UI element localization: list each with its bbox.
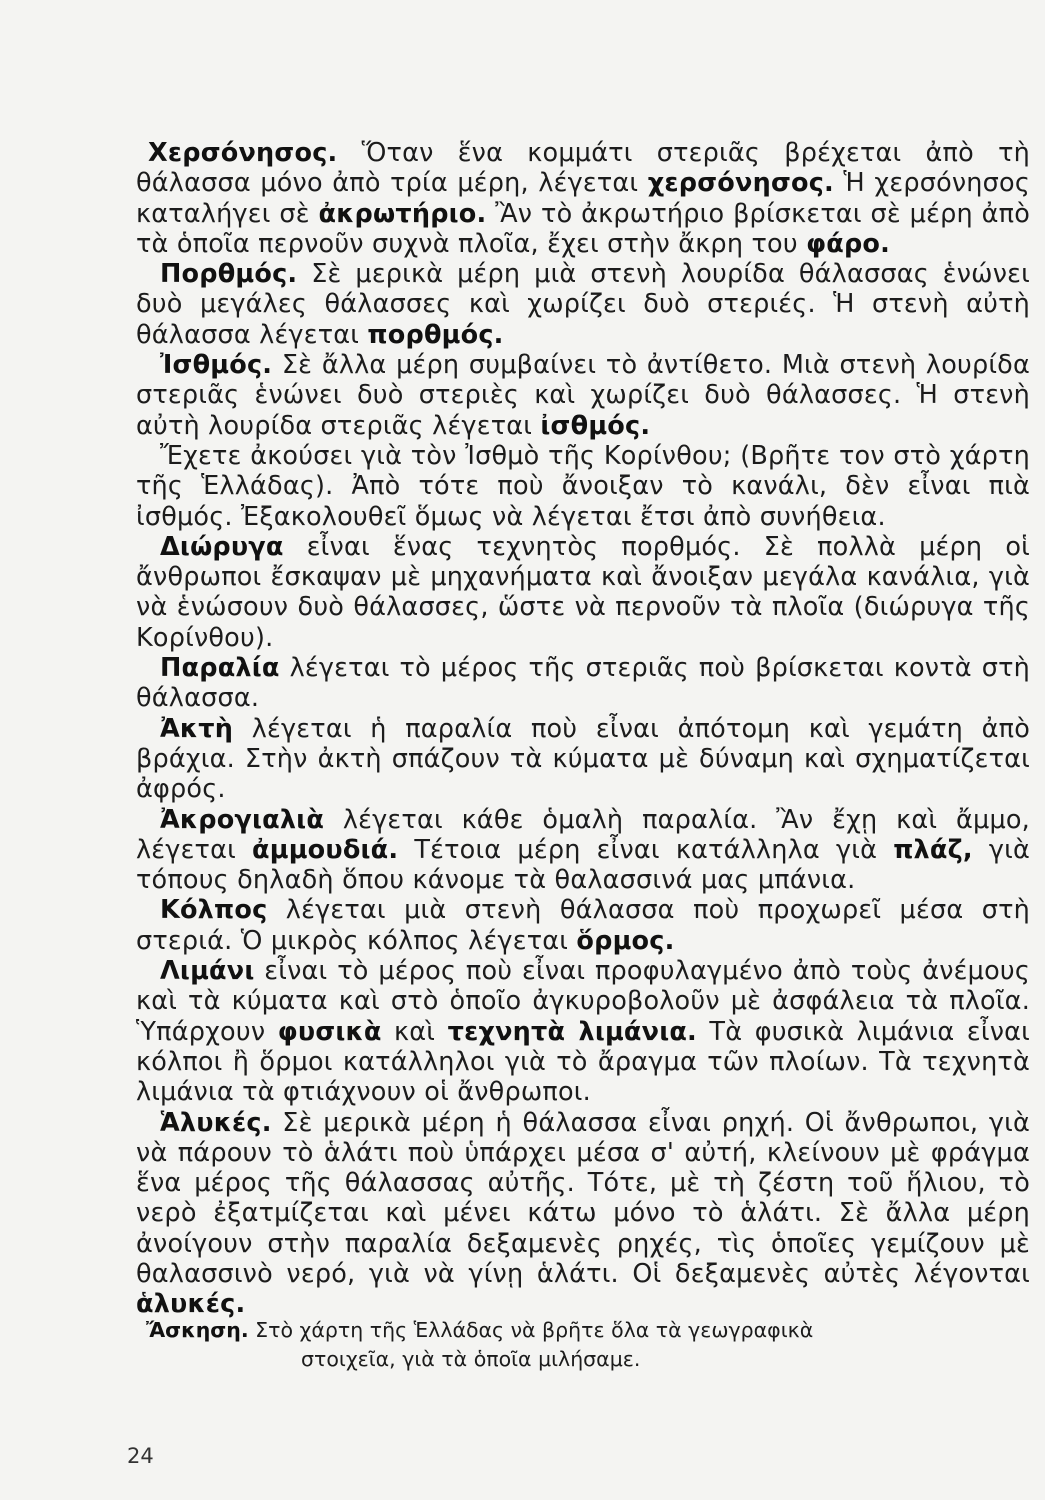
paragraph — [136, 956, 1030, 1107]
exercise — [146, 1316, 1026, 1374]
bold-term: πορθμός. — [367, 319, 504, 350]
bold-term: ἁλυκές. — [136, 1289, 246, 1320]
paragraph-term: Ἀκρογιαλιὰ — [160, 804, 325, 835]
paragraph — [136, 259, 1030, 350]
text-segment: Ὅταν ἕνα κομμάτι στεριᾶς βρέχεται ἀπὸ τὴ θάλασσα μόνο ἀπὸ τρία μέρη, λέγεται — [136, 138, 1030, 199]
paragraph — [136, 805, 1030, 896]
paragraph-term: Πορθμός. — [160, 259, 298, 290]
paragraph-term: Λιμάνι — [160, 956, 255, 987]
text-segment: Ἔχετε ἀκούσει γιὰ τὸν Ἰσθμὸ τῆς Κορίνθου; (Βρῆτε τον στὸ χάρτη τῆς Ἑλλάδας). Ἀπὸ τότε ποὺ ἄνοιξαν τὸ κανάλι, δὲν εἶναι πιὰ ἰσθμός. Ἐξακολουθεῖ ὅμως νὰ λέγεται ἔτσι ἀπὸ συνήθεια. — [136, 440, 1030, 532]
paragraph-term: Ἰσθμός. — [160, 350, 273, 381]
paragraph — [136, 895, 1030, 956]
body-text — [136, 138, 1030, 1320]
bold-term: ὅρμος. — [576, 925, 675, 956]
text-segment: Σὲ ἄλλα μέρη συμβαίνει τὸ ἀντίθετο. Μιὰ στενὴ λουρίδα στεριᾶς ἑνώνει δυὸ στεριὲς καὶ χωρίζει δυὸ θάλασσες. Ἡ στενὴ αὐτὴ λουρίδα στεριᾶς λέγεται — [136, 350, 1030, 441]
text-segment: λέγεται τὸ μέρος τῆς στεριᾶς ποὺ βρίσκεται κοντὰ στὴ θάλασσα. — [136, 653, 1030, 714]
bold-term: ἀκρωτήριο. — [318, 198, 487, 229]
paragraph — [136, 441, 1030, 532]
bold-term: τεχνητὰ λιμάνια. — [447, 1016, 697, 1047]
exercise-label: Ἄσκηση. — [146, 1318, 249, 1342]
text-segment: εἶναι ἕνας τεχνητὸς πορθμός. Σὲ πολλὰ μέρη οἱ ἄνθρωποι ἔσκαψαν μὲ μηχανήματα καὶ ἄνοιξαν μεγάλα κανάλια, γιὰ νὰ ἑνώσουν δυὸ θάλασσες, ὥστε νὰ περνοῦν τὰ πλοῖα (διώρυγα τῆς Κορίνθου). — [136, 531, 1030, 653]
bold-term: φυσικὰ — [277, 1016, 382, 1047]
paragraph — [136, 350, 1030, 441]
paragraph-term: Παραλία — [160, 653, 280, 684]
text-segment: λέγεται κάθε ὁμαλὴ παραλία. Ἂν ἔχῃ καὶ ἄμμο, λέγεται — [136, 804, 1030, 865]
paragraph-term: Διώρυγα — [160, 531, 284, 562]
bold-term: πλάζ, — [893, 834, 973, 865]
text-segment: Σὲ μερικὰ μέρη ἡ θάλασσα εἶναι ρηχή. Οἱ ἄνθρωποι, γιὰ νὰ πάρουν τὸ ἁλάτι ποὺ ὑπάρχει μέσα σ' αὐτή, κλείνουν μὲ φράγμα ἕνα μέρος τῆς θάλασσας αὐτῆς. Τότε, μὲ τὴ ζέστη τοῦ ἥλιου, τὸ νερὸ ἐξατμίζεται καὶ μένει κάτω μόνο τὸ ἁλάτι. Σὲ ἄλλα μέρη ἀνοίγουν στὴν παραλία δεξαμενὲς ρηχές, τὶς ὁποῖες γεμίζουν μὲ θαλασσινὸ νερό, γιὰ νὰ γίνῃ ἁλάτι. Οἱ δεξαμενὲς αὐτὲς λέγονται — [136, 1107, 1030, 1289]
text-segment: Σὲ μερικὰ μέρη μιὰ στενὴ λουρίδα θάλασσας ἑνώνει δυὸ μεγάλες θάλασσες καὶ χωρίζει δυὸ στεριές. Ἡ στενὴ αὐτὴ θάλασσα λέγεται — [136, 259, 1030, 350]
text-segment: εἶναι τὸ μέρος ποὺ εἶναι προφυλαγμένο ἀπὸ τοὺς ἀνέμους καὶ τὰ κύματα καὶ στὸ ὁποῖο ἀγκυροβολοῦν μὲ ἀσφάλεια τὰ πλοῖα. Ὑπάρχουν — [136, 956, 1030, 1047]
bold-term: ἀμμουδιά. — [252, 834, 399, 865]
paragraph — [136, 1108, 1030, 1320]
text-segment: καὶ — [381, 1016, 448, 1047]
paragraph — [136, 138, 1030, 259]
paragraph — [136, 653, 1030, 714]
paragraph-term: Ἁλυκές. — [160, 1107, 272, 1138]
bold-term: χερσόνησος. — [647, 168, 834, 199]
text-segment: λέγεται μιὰ στενὴ θάλασσα ποὺ προχωρεῖ μέσα στὴ στεριά. Ὁ μικρὸς κόλπος λέγεται — [136, 895, 1030, 956]
bold-term: φάρο. — [806, 228, 891, 259]
page-number: 24 — [127, 1444, 154, 1468]
text-segment: λέγεται ἡ παραλία ποὺ εἶναι ἀπότομη καὶ γεμάτη ἀπὸ βράχια. Στὴν ἀκτὴ σπάζουν τὰ κύματα μὲ δύναμη καὶ σχηματίζεται ἀφρός. — [136, 713, 1030, 805]
paragraph-term: Ἀκτὴ — [160, 713, 234, 744]
text-segment: Ἡ χερσόνησος καταλήγει σὲ — [136, 168, 1031, 229]
paragraph — [136, 532, 1030, 653]
exercise-text-line2: στοιχεῖα, γιὰ τὰ ὁποῖα μιλήσαμε. — [301, 1347, 641, 1371]
exercise-text-line1: Στὸ χάρτη τῆς Ἑλλάδας νὰ βρῆτε ὅλα τὰ γεωγραφικὰ — [248, 1318, 814, 1342]
paragraph — [136, 714, 1030, 805]
text-segment: Ἂν τὸ ἀκρωτήριο βρίσκεται σὲ μέρη ἀπὸ τὰ ὁποῖα περνοῦν συχνὰ πλοῖα, ἔχει στὴν ἄκρη του — [136, 198, 1031, 259]
text-segment: Τὰ φυσικὰ λιμάνια εἶναι κόλποι ἢ ὅρμοι κατάλληλοι γιὰ τὸ ἄραγμα τῶν πλοίων. Τὰ τεχνητὰ λιμάνια τὰ φτιάχνουν οἱ ἄνθρωποι. — [136, 1016, 1030, 1108]
paragraph-term: Χερσόνησος. — [148, 138, 338, 168]
bold-term: ἰσθμός. — [540, 410, 651, 441]
text-segment: γιὰ τόπους δηλαδὴ ὅπου κάνομε τὰ θαλασσινά μας μπάνια. — [136, 834, 1030, 896]
text-segment: Τέτοια μέρη εἶναι κατάλληλα γιὰ — [398, 834, 894, 865]
paragraph-term: Κόλπος — [160, 895, 268, 926]
